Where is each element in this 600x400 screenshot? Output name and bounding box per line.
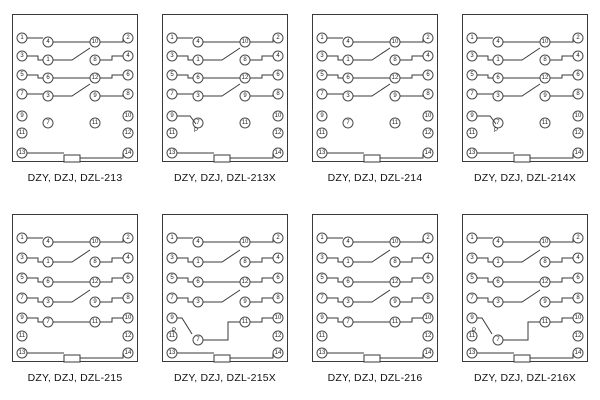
svg-text:7: 7 [196,120,200,126]
svg-text:4: 4 [346,239,350,245]
svg-text:4: 4 [126,53,130,59]
svg-text:10: 10 [391,39,399,45]
svg-text:9: 9 [170,113,174,119]
svg-text:3: 3 [20,255,24,261]
svg-text:5: 5 [320,275,324,281]
svg-text:12: 12 [241,75,249,81]
svg-text:12: 12 [124,333,132,339]
svg-text:11: 11 [241,319,249,325]
svg-text:1: 1 [196,57,200,63]
svg-text:1: 1 [470,35,474,41]
svg-text:14: 14 [574,150,582,156]
svg-text:1: 1 [346,57,350,63]
svg-text:10: 10 [541,39,549,45]
svg-text:1: 1 [320,235,324,241]
svg-text:6: 6 [46,279,50,285]
svg-text:5: 5 [320,72,324,78]
svg-text:11: 11 [168,130,176,136]
svg-text:3: 3 [346,93,350,99]
cell-caption: DZY, DZJ, DZL-214X [473,172,577,184]
polarity-label: P [472,328,477,334]
svg-text:14: 14 [274,350,282,356]
svg-text:13: 13 [468,150,476,156]
svg-text:1: 1 [496,57,500,63]
svg-text:9: 9 [93,93,97,99]
svg-text:9: 9 [543,299,547,305]
svg-text:11: 11 [241,120,249,126]
svg-text:4: 4 [426,255,430,261]
svg-text:10: 10 [574,315,582,321]
svg-text:10: 10 [574,113,582,119]
svg-text:11: 11 [18,130,26,136]
diagram-cell-dzl-215x [150,200,300,400]
cell-caption: DZY, DZJ, DZL-216 [327,372,423,384]
svg-text:5: 5 [170,72,174,78]
svg-text:12: 12 [541,75,549,81]
svg-text:9: 9 [470,315,474,321]
svg-text:9: 9 [543,93,547,99]
svg-text:5: 5 [470,72,474,78]
svg-text:6: 6 [126,72,130,78]
svg-text:6: 6 [276,275,280,281]
diagram-cell-dzl-215 [0,200,150,400]
svg-text:1: 1 [20,35,24,41]
svg-text:13: 13 [18,350,26,356]
svg-text:9: 9 [470,113,474,119]
svg-text:1: 1 [170,35,174,41]
svg-text:7: 7 [470,91,474,97]
wiring-svg [450,200,600,400]
svg-text:4: 4 [196,39,200,45]
svg-text:9: 9 [320,315,324,321]
svg-text:11: 11 [91,319,99,325]
svg-text:8: 8 [243,259,247,265]
svg-text:1: 1 [46,259,50,265]
svg-text:3: 3 [196,299,200,305]
svg-text:7: 7 [470,295,474,301]
svg-text:3: 3 [46,93,50,99]
svg-text:6: 6 [126,275,130,281]
svg-text:6: 6 [426,72,430,78]
svg-text:6: 6 [426,275,430,281]
svg-text:13: 13 [318,150,326,156]
svg-text:14: 14 [424,350,432,356]
svg-text:12: 12 [124,130,132,136]
svg-text:4: 4 [576,53,580,59]
svg-text:11: 11 [391,120,399,126]
svg-text:10: 10 [424,113,432,119]
wiring-svg [450,0,600,200]
diagram-cell-dzl-216 [300,200,450,400]
svg-text:9: 9 [320,113,324,119]
svg-text:2: 2 [126,35,130,41]
svg-text:3: 3 [496,93,500,99]
svg-text:4: 4 [496,39,500,45]
svg-text:3: 3 [346,299,350,305]
svg-text:3: 3 [20,53,24,59]
svg-text:6: 6 [576,275,580,281]
svg-text:7: 7 [46,120,50,126]
svg-text:2: 2 [276,35,280,41]
svg-text:7: 7 [496,120,500,126]
svg-text:8: 8 [393,57,397,63]
svg-text:4: 4 [346,39,350,45]
svg-text:7: 7 [346,120,350,126]
svg-text:12: 12 [391,279,399,285]
svg-text:7: 7 [20,91,24,97]
diagram-cell-dzl-214x [450,0,600,200]
svg-text:9: 9 [243,299,247,305]
svg-text:6: 6 [496,279,500,285]
wiring-svg [0,200,150,400]
svg-text:9: 9 [20,315,24,321]
svg-text:1: 1 [196,259,200,265]
svg-text:8: 8 [543,259,547,265]
svg-text:5: 5 [470,275,474,281]
wiring-svg [300,0,450,200]
diagram-cell-dzl-214 [300,0,450,200]
svg-text:3: 3 [46,299,50,305]
svg-text:11: 11 [168,333,176,339]
svg-text:6: 6 [576,72,580,78]
svg-text:8: 8 [93,259,97,265]
svg-text:4: 4 [276,53,280,59]
svg-text:2: 2 [426,235,430,241]
svg-text:4: 4 [576,255,580,261]
svg-text:5: 5 [20,72,24,78]
svg-text:11: 11 [468,333,476,339]
svg-text:10: 10 [424,315,432,321]
cell-caption: DZY, DZJ, DZL-216X [473,372,577,384]
svg-text:8: 8 [243,57,247,63]
diagram-cell-dzl-216x [450,200,600,400]
svg-text:9: 9 [20,113,24,119]
svg-text:11: 11 [541,120,549,126]
svg-text:7: 7 [170,295,174,301]
svg-text:1: 1 [346,259,350,265]
svg-text:5: 5 [20,275,24,281]
svg-text:13: 13 [318,350,326,356]
svg-text:4: 4 [426,53,430,59]
svg-text:11: 11 [541,319,549,325]
polarity-label: P [494,128,499,134]
svg-text:3: 3 [320,255,324,261]
svg-text:11: 11 [18,333,26,339]
svg-text:14: 14 [424,150,432,156]
svg-text:11: 11 [91,120,99,126]
svg-text:12: 12 [574,130,582,136]
svg-text:10: 10 [274,113,282,119]
cell-caption: DZY, DZJ, DZL-215 [27,372,123,384]
svg-text:10: 10 [541,239,549,245]
svg-text:3: 3 [470,255,474,261]
cell-caption: DZY, DZJ, DZL-213 [27,172,123,184]
svg-text:11: 11 [391,319,399,325]
svg-text:6: 6 [196,279,200,285]
svg-text:13: 13 [468,350,476,356]
svg-text:3: 3 [170,255,174,261]
svg-text:13: 13 [18,150,26,156]
svg-text:4: 4 [126,255,130,261]
svg-text:7: 7 [346,319,350,325]
svg-text:3: 3 [496,299,500,305]
svg-text:14: 14 [574,350,582,356]
wiring-svg [0,0,150,200]
wiring-svg [300,200,450,400]
svg-text:3: 3 [196,93,200,99]
svg-text:12: 12 [91,279,99,285]
svg-text:13: 13 [168,350,176,356]
svg-text:8: 8 [576,295,580,301]
svg-text:13: 13 [168,150,176,156]
svg-text:10: 10 [91,239,99,245]
svg-text:4: 4 [196,239,200,245]
svg-text:7: 7 [196,337,200,343]
svg-text:10: 10 [124,315,132,321]
svg-text:12: 12 [274,130,282,136]
svg-text:9: 9 [243,93,247,99]
svg-text:7: 7 [320,295,324,301]
polarity-label: P [194,128,199,134]
svg-text:8: 8 [393,259,397,265]
svg-text:3: 3 [320,53,324,59]
svg-text:2: 2 [576,235,580,241]
svg-text:8: 8 [93,57,97,63]
svg-text:9: 9 [93,299,97,305]
svg-text:9: 9 [170,315,174,321]
svg-text:7: 7 [320,91,324,97]
svg-text:14: 14 [124,150,132,156]
svg-text:11: 11 [468,130,476,136]
cell-caption: DZY, DZJ, DZL-214 [327,172,423,184]
svg-text:12: 12 [241,279,249,285]
svg-text:7: 7 [170,91,174,97]
svg-text:3: 3 [170,53,174,59]
svg-text:8: 8 [276,91,280,97]
svg-text:10: 10 [91,39,99,45]
svg-text:2: 2 [426,35,430,41]
svg-text:8: 8 [576,91,580,97]
svg-text:9: 9 [393,299,397,305]
svg-text:8: 8 [276,295,280,301]
svg-text:12: 12 [391,75,399,81]
svg-text:4: 4 [496,239,500,245]
svg-text:12: 12 [424,130,432,136]
svg-text:7: 7 [20,295,24,301]
svg-text:1: 1 [20,235,24,241]
svg-text:10: 10 [274,315,282,321]
wiring-svg [150,200,300,400]
svg-text:8: 8 [126,295,130,301]
svg-text:4: 4 [46,239,50,245]
svg-text:9: 9 [393,93,397,99]
svg-text:2: 2 [126,235,130,241]
svg-text:4: 4 [46,39,50,45]
svg-text:12: 12 [274,333,282,339]
svg-text:2: 2 [276,235,280,241]
svg-text:1: 1 [320,35,324,41]
svg-text:6: 6 [496,75,500,81]
svg-text:12: 12 [541,279,549,285]
svg-text:1: 1 [496,259,500,265]
svg-text:6: 6 [46,75,50,81]
svg-text:6: 6 [346,279,350,285]
svg-text:7: 7 [496,337,500,343]
svg-text:8: 8 [543,57,547,63]
svg-text:7: 7 [46,319,50,325]
svg-text:8: 8 [126,91,130,97]
wiring-svg [150,0,300,200]
svg-text:12: 12 [91,75,99,81]
svg-text:10: 10 [241,239,249,245]
svg-text:3: 3 [470,53,474,59]
svg-text:11: 11 [318,333,326,339]
cell-caption: DZY, DZJ, DZL-213X [173,172,277,184]
cell-caption: DZY, DZJ, DZL-215X [173,372,277,384]
svg-text:8: 8 [426,295,430,301]
svg-text:5: 5 [170,275,174,281]
svg-text:4: 4 [276,255,280,261]
svg-text:1: 1 [46,57,50,63]
svg-text:2: 2 [576,35,580,41]
svg-text:11: 11 [318,130,326,136]
svg-text:12: 12 [574,333,582,339]
svg-text:1: 1 [170,235,174,241]
svg-text:6: 6 [346,75,350,81]
svg-text:6: 6 [196,75,200,81]
svg-text:1: 1 [470,235,474,241]
diagram-cell-dzl-213 [0,0,150,200]
svg-text:14: 14 [124,350,132,356]
svg-text:10: 10 [124,113,132,119]
svg-text:14: 14 [274,150,282,156]
svg-text:8: 8 [426,91,430,97]
diagram-cell-dzl-213x [150,0,300,200]
polarity-label: P [172,328,177,334]
svg-text:12: 12 [424,333,432,339]
svg-text:6: 6 [276,72,280,78]
svg-text:10: 10 [391,239,399,245]
svg-text:10: 10 [241,39,249,45]
